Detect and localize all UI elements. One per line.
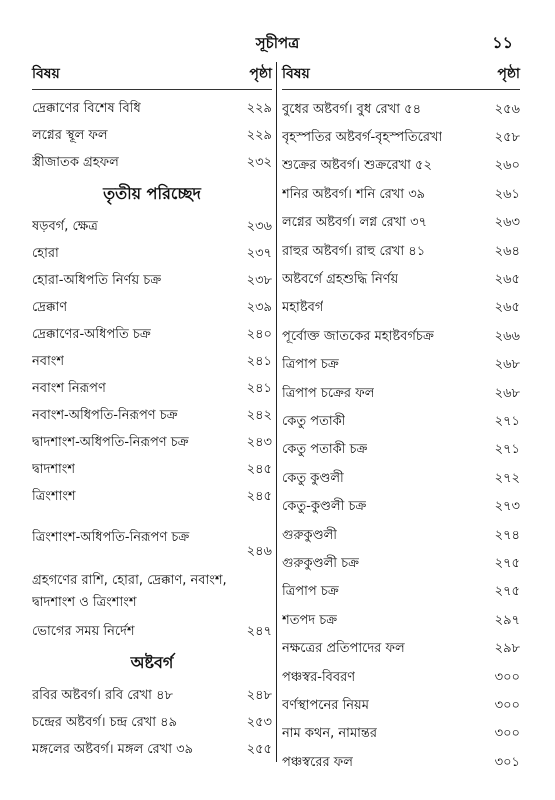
page-number: ১১ bbox=[492, 33, 513, 52]
entry-page: ৩০১ bbox=[494, 754, 520, 770]
toc-entry bbox=[282, 493, 520, 521]
toc-entry bbox=[32, 349, 272, 376]
entry-title: শতপদ চক্র bbox=[282, 612, 338, 628]
entry-page: ২৭৩ bbox=[494, 499, 520, 515]
entry-page: ২৪১ bbox=[246, 354, 272, 369]
entry-page: ২৯৭ bbox=[494, 612, 520, 628]
toc-entry bbox=[32, 710, 272, 737]
entry-page: ২৩৯ bbox=[246, 300, 272, 315]
entry-title: মঙ্গলের অষ্টবর্গ। মঙ্গল রেখা ৩৯ bbox=[32, 742, 194, 757]
entry-title: গুরুকুণ্ডলী bbox=[282, 527, 338, 543]
entry-page: ২৩৮ bbox=[246, 273, 272, 288]
toc-entry bbox=[32, 123, 272, 150]
subject-heading: বিষয় bbox=[282, 66, 310, 82]
toc-entry bbox=[282, 266, 520, 294]
entry-page: ২৬৮ bbox=[494, 357, 520, 373]
right-column-header bbox=[282, 62, 520, 90]
entry-page bbox=[268, 617, 272, 619]
entry-title: লগ্নের স্থূল ফল bbox=[32, 128, 108, 143]
toc-entry bbox=[32, 457, 272, 484]
left-column-header bbox=[32, 62, 272, 90]
toc-entry bbox=[282, 124, 520, 152]
toc-entry bbox=[32, 403, 272, 430]
entry-page: ২৫৮ bbox=[494, 130, 520, 146]
entry-title: দ্রেক্কাণ bbox=[32, 300, 68, 315]
entry-title: শনির অষ্টবর্গ। শনি রেখা ৩৯ bbox=[282, 186, 426, 202]
toc-entry bbox=[32, 322, 272, 349]
entry-title: পঞ্চস্বরের ফল bbox=[282, 754, 353, 770]
entry-page: ২৭১ bbox=[494, 442, 520, 458]
entry-title: নক্ষত্রের প্রতিপাদের ফল bbox=[282, 641, 405, 657]
entry-page: ২৬৮ bbox=[494, 385, 520, 401]
entry-title: রবির অষ্টবর্গ। রবি রেখা ৪৮ bbox=[32, 688, 173, 703]
entry-page: ২৫৫ bbox=[246, 742, 272, 757]
toc-entry bbox=[32, 737, 272, 764]
entry-title: লগ্নের অষ্টবর্গ। লগ্ন রেখা ৩৭ bbox=[282, 215, 427, 231]
entry-page: ২৭৫ bbox=[494, 555, 520, 571]
toc-entry bbox=[32, 295, 272, 322]
page-header bbox=[0, 30, 555, 54]
toc-entry bbox=[282, 96, 520, 124]
entry-page: ২৪৫ bbox=[246, 489, 272, 504]
entry-title: স্ত্রীজাতক গ্রহফল bbox=[32, 155, 119, 170]
entry-page: ২৬০ bbox=[494, 158, 520, 174]
subject-heading: বিষয় bbox=[32, 66, 60, 82]
right-entries bbox=[282, 96, 520, 777]
left-entries-a bbox=[32, 96, 272, 177]
entry-title: বুধের অষ্টবর্গ। বুধ রেখা ৫৪ bbox=[282, 101, 422, 117]
toc-entry bbox=[32, 565, 272, 619]
toc-entry bbox=[282, 352, 520, 380]
entry-page: ২৪৭ bbox=[246, 624, 272, 639]
toc-entry bbox=[282, 465, 520, 493]
section-heading: তৃতীয় পরিচ্ছেদ bbox=[103, 184, 201, 203]
entry-page: ২৪০ bbox=[246, 327, 272, 342]
entry-title: ভোগের সময় নির্দেশ bbox=[32, 624, 135, 639]
entry-page: ২২৯ bbox=[246, 101, 272, 116]
toc-entry bbox=[282, 550, 520, 578]
toc-entry bbox=[282, 607, 520, 635]
entry-title: দ্রেক্কাণের বিশেষ বিধি bbox=[32, 101, 141, 116]
entry-title: ষড়বর্গ, ক্ষেত্র bbox=[32, 219, 98, 234]
entry-title: ত্রিংশাংশ-অধিপতি-নিরূপণ চক্র bbox=[32, 530, 190, 545]
left-column bbox=[32, 62, 272, 764]
entry-page: ২৭১ bbox=[494, 413, 520, 429]
entry-page: ২২৯ bbox=[246, 128, 272, 143]
entry-title: গুরুকুণ্ডলী চক্র bbox=[282, 555, 360, 571]
toc-entry bbox=[282, 664, 520, 692]
toc-entry bbox=[282, 295, 520, 323]
entry-page: ২৩৬ bbox=[246, 219, 272, 234]
toc-entry bbox=[32, 511, 272, 565]
entry-page: ৩০০ bbox=[494, 697, 520, 713]
column-divider bbox=[276, 62, 277, 762]
toc-entry bbox=[282, 721, 520, 749]
entry-title: কেতু পতাকী bbox=[282, 413, 346, 429]
entry-title: কেতু পতাকী চক্র bbox=[282, 442, 368, 458]
toc-entry bbox=[282, 238, 520, 266]
entry-title: ত্রিংশাংশ bbox=[32, 489, 76, 504]
toc-entry bbox=[282, 437, 520, 465]
toc-entry bbox=[32, 268, 272, 295]
entry-title: মহাষ্টবর্গ bbox=[282, 300, 324, 316]
entry-page: ২৫৩ bbox=[246, 715, 272, 730]
toc-entry bbox=[282, 749, 520, 777]
entry-page: ৩০০ bbox=[494, 669, 520, 685]
toc-entry bbox=[32, 376, 272, 403]
entry-title: ত্রিপাপ চক্র bbox=[282, 357, 339, 373]
entry-title: বর্ণস্থাপনের নিয়ম bbox=[282, 697, 369, 713]
entry-title: শুক্রের অষ্টবর্গ। শুক্ররেখা ৫২ bbox=[282, 158, 432, 174]
toc-entry bbox=[282, 692, 520, 720]
entry-title: ত্রিপাপ চক্র bbox=[282, 584, 339, 600]
entry-page: ২৬১ bbox=[494, 186, 520, 202]
left-entries-b bbox=[32, 214, 272, 646]
entry-title: নবাংশ নিরূপণ bbox=[32, 381, 106, 396]
entry-page: ২৬৫ bbox=[494, 272, 520, 288]
entry-title: দ্রেক্কাণের-অধিপতি চক্র bbox=[32, 327, 151, 342]
toc-entry bbox=[32, 241, 272, 268]
toc-entry bbox=[32, 150, 272, 177]
entry-page: ২৭২ bbox=[494, 470, 520, 486]
entry-page: ২৪৬ bbox=[246, 544, 272, 559]
entry-title: রাহুর অষ্টবর্গ। রাহু রেখা ৪১ bbox=[282, 243, 426, 259]
entry-page: ২৪৮ bbox=[246, 688, 272, 703]
page-heading: পৃষ্ঠা bbox=[249, 66, 272, 82]
entry-page: ২৭৪ bbox=[494, 527, 520, 543]
page-title: সূচীপত্র bbox=[255, 34, 300, 52]
entry-title: কেতু-কুণ্ডলী চক্র bbox=[282, 499, 367, 515]
toc-entry bbox=[282, 522, 520, 550]
toc-entry bbox=[32, 430, 272, 457]
entry-page: ২৩৭ bbox=[246, 246, 272, 261]
right-column bbox=[282, 62, 520, 777]
toc-entry bbox=[282, 153, 520, 181]
entry-page: ৩০০ bbox=[494, 726, 520, 742]
entry-page: ২৫৬ bbox=[494, 101, 520, 117]
toc-entry bbox=[282, 380, 520, 408]
toc-entry bbox=[32, 484, 272, 511]
entry-title: বৃহস্পতির অষ্টবর্গ-বৃহস্পতিরেখা bbox=[282, 130, 443, 146]
entry-page: ২৬৫ bbox=[494, 300, 520, 316]
entry-title: হোরা-অধিপতি নির্ণয় চক্র bbox=[32, 273, 162, 288]
entry-title: দ্বাদশাংশ-অধিপতি-নিরূপণ চক্র bbox=[32, 435, 189, 450]
entry-title: গ্রহগণের রাশি, হোরা, দ্রেক্কাণ, নবাংশ, দ্বাদশাংশ ও ত্রিংশাংশ bbox=[32, 573, 227, 610]
page-heading: পৃষ্ঠা bbox=[497, 66, 520, 82]
entry-title: ত্রিপাপ চক্রের ফল bbox=[282, 385, 375, 401]
toc-entry bbox=[32, 96, 272, 123]
entry-title: হোরা bbox=[32, 246, 59, 261]
toc-entry bbox=[32, 683, 272, 710]
entry-title: নাম কথন, নামান্তর bbox=[282, 726, 378, 742]
entry-title: নবাংশ bbox=[32, 354, 65, 369]
toc-entry bbox=[282, 323, 520, 351]
entry-page: ২৪৫ bbox=[246, 462, 272, 477]
left-entries-c bbox=[32, 683, 272, 764]
entry-title: নবাংশ-অধিপতি-নিরূপণ চক্র bbox=[32, 408, 178, 423]
entry-page: ২৬৩ bbox=[494, 215, 520, 231]
entry-title: পূর্বোক্ত জাতকের মহাষ্টবর্গচক্র bbox=[282, 328, 434, 344]
entry-title: পঞ্চস্বর-বিবরণ bbox=[282, 669, 356, 685]
entry-page: ২৭৫ bbox=[494, 584, 520, 600]
entry-page: ২৪১ bbox=[246, 381, 272, 396]
entry-page: ২৬৪ bbox=[494, 243, 520, 259]
entry-title: অষ্টবর্গে গ্রহশুদ্ধি নির্ণয় bbox=[282, 272, 399, 288]
toc-entry bbox=[282, 181, 520, 209]
toc-entry bbox=[32, 619, 272, 646]
entry-title: কেতু কুণ্ডলী bbox=[282, 470, 344, 486]
entry-page: ২৩২ bbox=[246, 155, 272, 170]
section-heading: অষ্টবর্গ bbox=[130, 653, 174, 672]
entry-page: ২৬৬ bbox=[494, 328, 520, 344]
toc-entry bbox=[32, 214, 272, 241]
toc-entry bbox=[282, 579, 520, 607]
entry-page: ২৪২ bbox=[246, 408, 272, 423]
entry-page: ২৪৩ bbox=[246, 435, 272, 450]
toc-entry bbox=[282, 210, 520, 238]
entry-title: দ্বাদশাংশ bbox=[32, 462, 76, 477]
toc-entry bbox=[282, 408, 520, 436]
entry-title: চন্দ্রের অষ্টবর্গ। চন্দ্র রেখা ৪৯ bbox=[32, 715, 178, 730]
toc-entry bbox=[282, 635, 520, 663]
entry-page: ২৯৮ bbox=[494, 641, 520, 657]
